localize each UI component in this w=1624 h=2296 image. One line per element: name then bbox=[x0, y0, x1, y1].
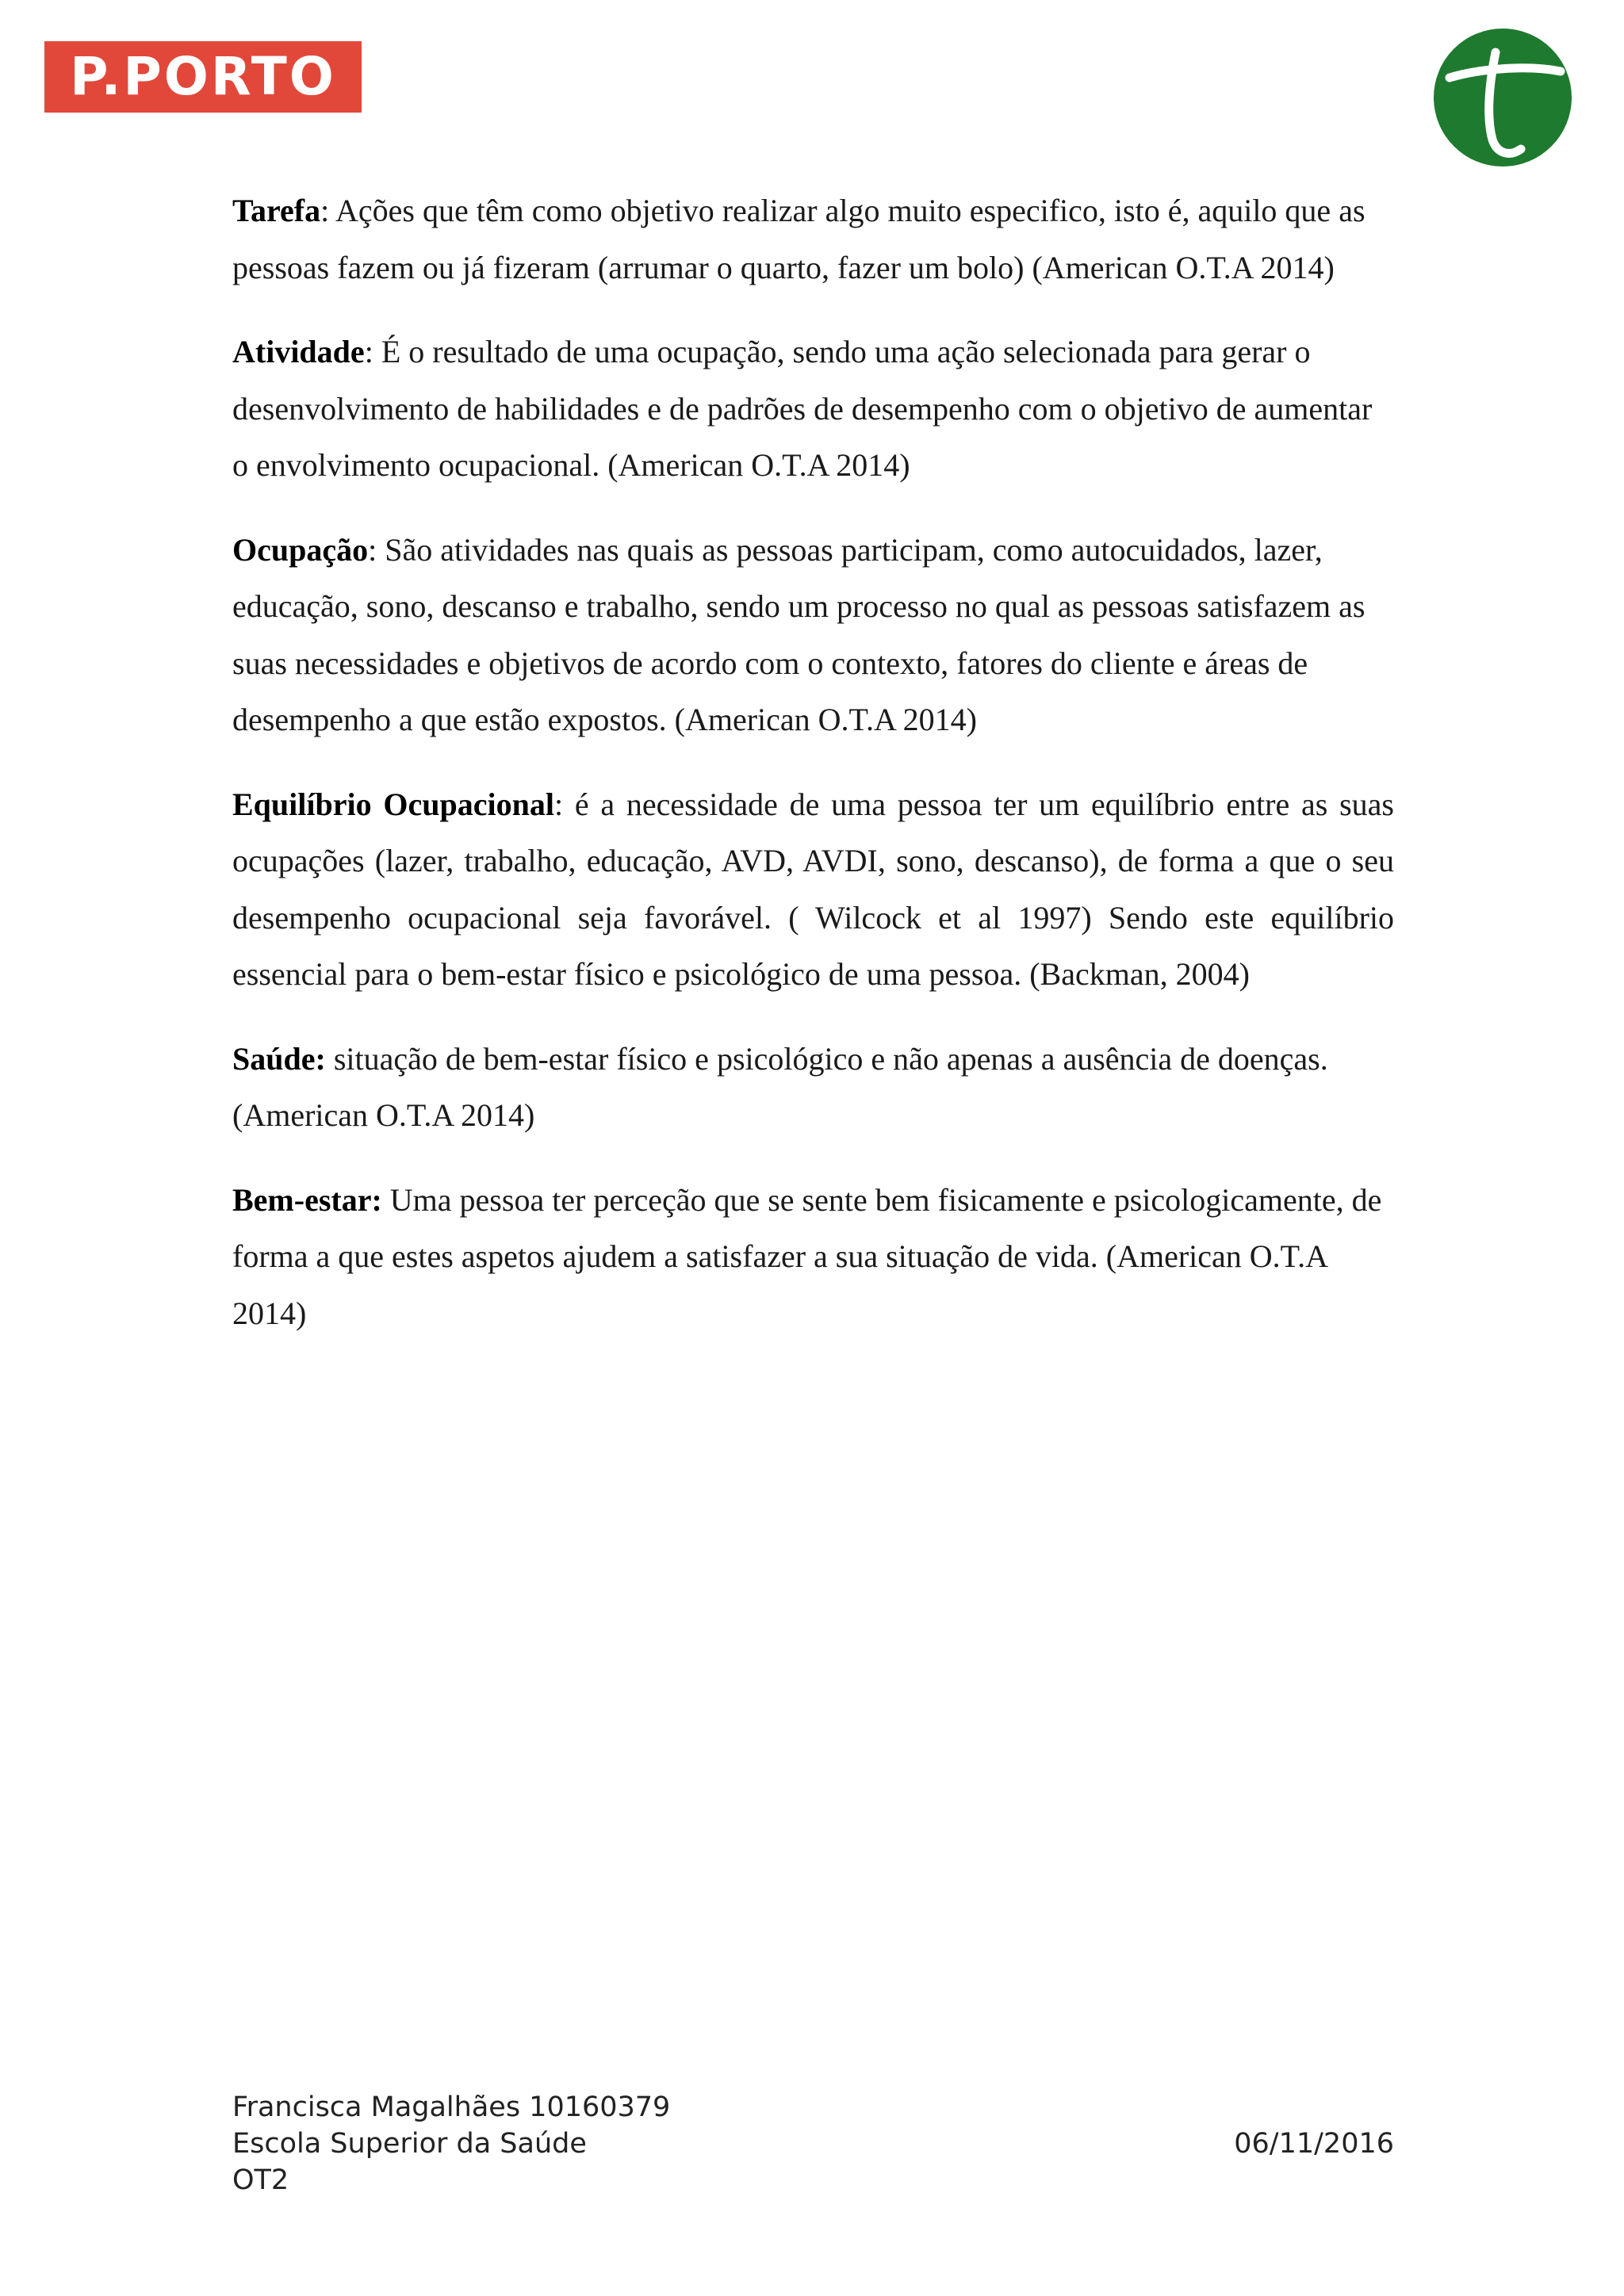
term-separator: : bbox=[364, 334, 381, 369]
footer-class: OT2 bbox=[232, 2164, 289, 2196]
definition-text: Uma pessoa ter perceção que se sente bem fisicamente e psicologicamente, de forma a que estes aspetos ajudem a satisfazer a sua situação de vida. (American O.T.A 2014) bbox=[232, 1181, 1382, 1331]
p-porto-logo-text: P.PORTO bbox=[70, 46, 336, 107]
definition-term: Ocupação bbox=[232, 531, 369, 568]
definition-term: Bem-estar: bbox=[232, 1181, 382, 1218]
definitions-body bbox=[232, 182, 1394, 1369]
footer-author: Francisca Magalhães 10160379 bbox=[232, 2091, 671, 2123]
term-separator bbox=[326, 1041, 334, 1077]
p-porto-logo bbox=[44, 41, 362, 113]
definition-paragraph-saude bbox=[232, 1031, 1394, 1144]
term-separator: : bbox=[553, 786, 575, 822]
definition-paragraph-equilibrio-ocupacional bbox=[232, 776, 1394, 1003]
definition-term: Tarefa bbox=[232, 193, 321, 228]
definition-term: Saúde: bbox=[232, 1040, 326, 1077]
definition-term: Equilíbrio Ocupacional bbox=[232, 786, 554, 822]
t-cross-emblem-icon bbox=[1434, 29, 1572, 166]
footer-date: 06/11/2016 bbox=[1234, 2128, 1394, 2160]
footer-author-block bbox=[232, 2089, 1394, 2198]
definition-text: situação de bem-estar físico e psicológico e não apenas a ausência de doenças. (American O.T.A 2014) bbox=[232, 1040, 1328, 1133]
definition-paragraph-atividade bbox=[232, 323, 1394, 494]
definition-paragraph-bem-estar bbox=[232, 1172, 1394, 1342]
definition-text: é a necessidade de uma pessoa ter um equilíbrio entre as suas ocupações (lazer, trabalho, educação, AVD, AVDI, sono, descanso), de forma a que o seu desempenho ocupacional seja favorável. ( Wilcock et al 1997) Sendo este equilíbrio essencial para o bem-estar físico e psicológico de uma pessoa. (Backman, 2004) bbox=[232, 786, 1394, 992]
definition-paragraph-tarefa bbox=[232, 182, 1394, 296]
page-footer bbox=[232, 2089, 1394, 2198]
definition-text: Ações que têm como objetivo realizar algo muito especifico, isto é, aquilo que as pessoas fazem ou já fizeram (arrumar o quarto, fazer um bolo) (American O.T.A 2014) bbox=[232, 193, 1365, 285]
term-separator bbox=[382, 1182, 390, 1218]
term-separator: : bbox=[320, 193, 336, 228]
definition-paragraph-ocupacao bbox=[232, 522, 1394, 748]
footer-school: Escola Superior da Saúde bbox=[232, 2128, 587, 2160]
definition-text: É o resultado de uma ocupação, sendo uma ação selecionada para gerar o desenvolvimento de habilidades e de padrões de desempenho com o objetivo de aumentar o envolvimento ocupacional. (American O.T.A 2014) bbox=[232, 334, 1373, 483]
term-separator: : bbox=[368, 531, 385, 568]
definition-text: São atividades nas quais as pessoas participam, como autocuidados, lazer, educação, sono, descanso e trabalho, sendo um processo no qual as pessoas satisfazem as suas necessidades e objetivos de acordo com o contexto, fatores do cliente e áreas de desempenho a que estão expostos. (American O.T.A 2014) bbox=[232, 531, 1365, 737]
definition-term: Atividade bbox=[232, 334, 365, 369]
